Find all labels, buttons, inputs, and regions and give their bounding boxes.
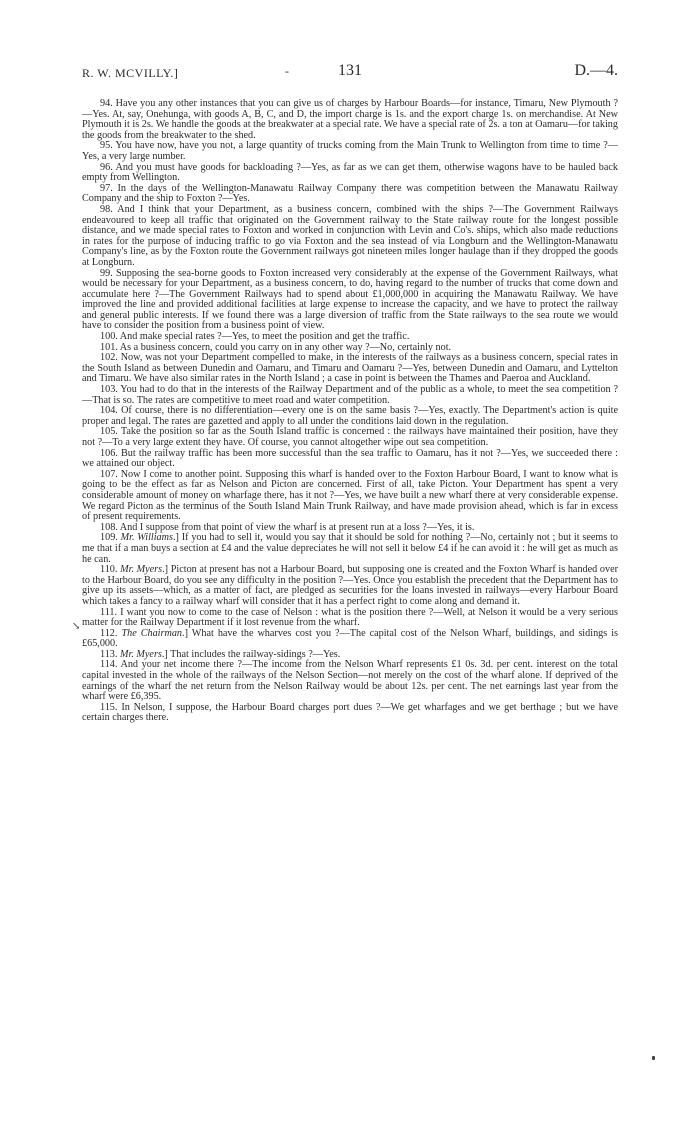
paragraph-102: 102. Now, was not your Department compelled to make, in the interests of the railways as a business concern, special rates in the South Island as between Dunedin and Oamaru, and Timaru and Oamaru ?—Yes, between Dunedin and Oamaru, and Lyttelton and Timaru. We have also similar rates in the North Island ; a case in point is between the Thames and Paeroa and Auckland. — [82, 352, 618, 385]
paragraph-103: 103. You had to do that in the interests of the Railway Department and of the public as a whole, to meet the sea competition ?—That is so. The rates are competitive to meet road and water competition. — [82, 384, 618, 406]
paragraph-96: 96. And you must have goods for backloading ?—Yes, as far as we can get them, otherwise wagons have to be hauled back empty from Wellington. — [82, 161, 618, 184]
paragraph-107: 107. Now I come to another point. Supposing this wharf is handed over to the Foxton Harbour Board, I want to know what is going to be the effect as far as Nelson and Picton are concerned. First of all, take Picton. Your Department has spent a very considerable amount of money on wharfage there, has it not ?—Yes, we have built a new wharf there at very considerable expense. We regard Picton as the terminus of the South Island Main Trunk Railway, and have made provision ahead, which is far in excess of present requirements. — [82, 468, 618, 523]
paragraph-111: 111. I want you now to come to the case of Nelson : what is the position there ?—Well, at Nelson it would be a very serious matter for the Railway Department if it lost revenue from the wharf. — [82, 606, 618, 629]
page-number: 131 — [338, 62, 362, 79]
page-header — [82, 62, 618, 84]
document-reference: D.—4. — [574, 62, 618, 79]
paragraph-98: 98. And I think that your Department, as a business concern, combined with the ships ?—The Government Railways endeavoured to keep all traffic that originated on the Government railway to the State railway route for the longest possible distance, and we made special rates to Foxton and worked in conjunction with Levin and Co's. ships, which also made reductions in rates for the purpose of inducing traffic to go via Foxton and the sea instead of via Longburn and the Wellington-Manawatu Company's line, as by the Foxton route the Government railways got nineteen miles longer haulage than if they dropped the goods at Longburn. — [82, 203, 618, 268]
paragraph-112: 112. The Chairman.] What have the wharves cost you ?—The capital cost of the Nelson Wharf, buildings, and sidings is £65,000. — [82, 627, 618, 650]
paragraph-115: 115. In Nelson, I suppose, the Harbour Board charges port dues ?—We get wharfages and we get berthage ; but we have certain charges there. — [82, 701, 618, 724]
header-witness: R. W. MCVILLY.] — [82, 66, 179, 80]
paragraph-94: 94. Have you any other instances that you can give us of charges by Harbour Boards—for instance, Timaru, New Plymouth ?—Yes. At, say, Onehunga, with goods A, B, C, and D, the import charge is 1s. and the export charge 1s. on merchandise. At New Plymouth it is 2s. We handle the goods at the breakwater at a special rate. We have a special rate of 2s. a ton at Oamaru—for taking the goods from the breakwater to the shed. — [82, 98, 618, 141]
paragraph-109: 109. Mr. Williams.] If you had to sell it, would you say that it should be sold for nothing ?—No, certainly not ; but it seems to me that if a man buys a section at £4 and the value depreciates he will not sell it below £4 if he can avoid it : he will get as much as he can. — [82, 532, 619, 565]
paragraph-105: 105. Take the position so far as the South Island traffic is concerned : the railways have maintained their position, have they not ?—To a very large extent they have. Of course, you cannot altogether wipe out sea competition. — [82, 426, 618, 448]
paragraph-106: 106. But the railway traffic has been more successful than the sea traffic to Oamaru, has it not ?—Yes, we succeeded there : we attained our object. — [82, 447, 618, 470]
paragraph-110: 110. Mr. Myers.] Picton at present has not a Harbour Board, but supposing one is created and the Foxton Wharf is handed over to the Harbour Board, do you see any difficulty in the position ?—Yes. Once you establish the precedent that the Department has to give up its assets—which, as a matter of fact, are pledged as securities for the loans invested in railways—every Harbour Board which takes a fancy to a railway wharf will consider that it has a perfect right to come along and demand it. — [82, 564, 619, 607]
page-speck — [652, 1056, 655, 1060]
paragraph-95: 95. You have now, have you not, a large quantity of trucks coming from the Main Trunk to Wellington from time to time ?—Yes, a very large number. — [82, 140, 618, 162]
paragraph-100: 100. And make special rates ?—Yes, to meet the position and get the traffic. — [100, 331, 410, 343]
paragraph-113: 113. Mr. Myers.] That includes the railway-sidings ?—Yes. — [100, 648, 341, 660]
document-body — [82, 99, 618, 724]
paragraph-114: 114. And your net income there ?—The income from the Nelson Wharf represents £1 0s. 3d. per cent. interest on the total capital invested in the whole of the railways of the Nelson Section—not merely on the cost of the wharf alone. If deprived of the earnings of the wharf the net return from the Nelson Railway would be about 12s. per cent. The net earnings last year from the wharf were £6,395. — [82, 659, 618, 703]
paragraph-99: 99. Supposing the sea-borne goods to Foxton increased very considerably at the expense of the Government Railways, what would be necessary for your Department, as a business concern, to do, having regard to the number of trucks that come down and accumulate here ?—The Government Railways had to spend about £1,000,000 in acquiring the Manawatu Railway. We have improved the line and provided additional facilities at large expense to increase the capacity, and we have to protect the railway and general public interests. If we found there was a large diversion of traffic from the State railways to the sea route we would have to consider the position from a business point of view. — [82, 267, 618, 332]
paragraph-108: 108. And I suppose from that point of view the wharf is at present run at a loss ?—Yes, it is. — [100, 521, 475, 533]
paragraph-101: 101. As a business concern, could you carry on in any other way ?—No, certainly not. — [100, 341, 452, 353]
paragraph-104: 104. Of course, there is no differentiation—every one is on the same basis ?—Yes, exactly. The Department's action is quite proper and legal. The rates are gazetted and apply to all under the conditions laid down in the regulation. — [82, 405, 618, 427]
header-dash: - — [285, 64, 289, 78]
margin-mark: ↘ — [72, 621, 81, 632]
paragraph-97: 97. In the days of the Wellington-Manawatu Railway Company there was competition between the Manawatu Railway Company and the ship to Foxton ?—Yes. — [82, 182, 618, 205]
